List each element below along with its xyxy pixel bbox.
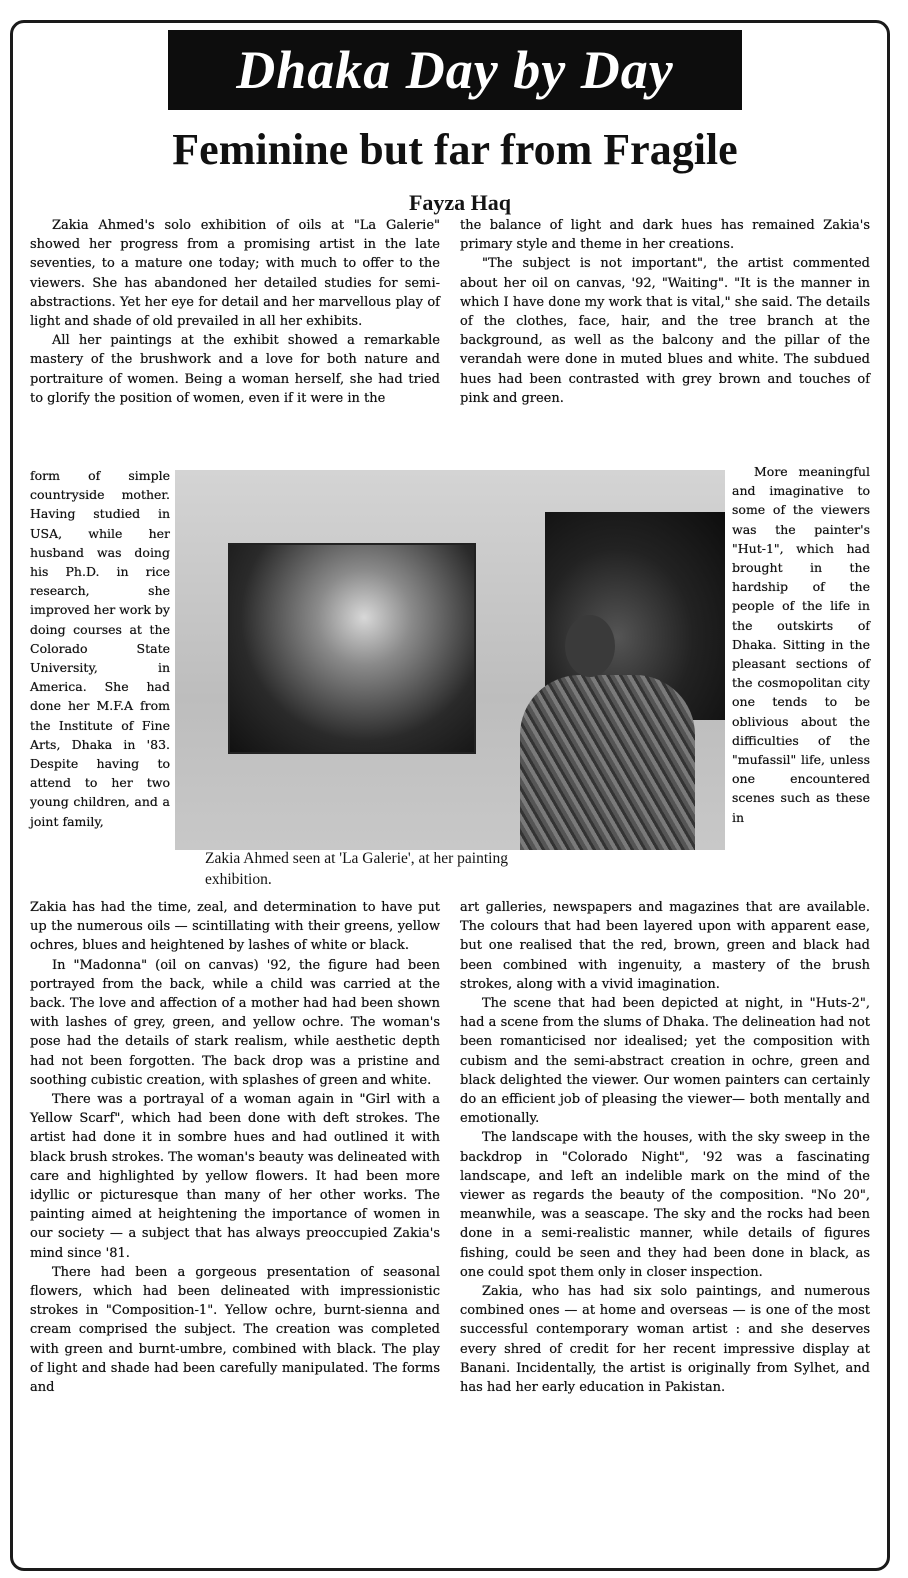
paragraph: Zakia has had the time, zeal, and determination to have put up the numerous oils — scintillating with their greens, yellow ochres, blues and heightened by lashes of white or black.: [30, 900, 440, 954]
right-column-top: [460, 216, 870, 408]
photo-caption: [205, 848, 705, 890]
paragraph: form of simple countryside mother. Having studied in USA, while her husband was doing his Ph.D. in rice research, she improved her work by doing courses at the Colorado State University, in America. She had done her M.F.A from the Institute of Fine Arts, Dhaka in '83. Despite having to attend to her two young children, and a joint family,: [30, 468, 170, 829]
caption-line: exhibition.: [205, 871, 272, 888]
artist-head: [565, 615, 615, 677]
paragraph: More meaningful and imaginative to some of the viewers was the painter's "Hut-1", which had brought in the hardship of the people of the life in the outskirts of Dhaka. Sitting in the pleasant sections of the cosmopolitan city one tends to be oblivious about the difficulties of the "mufassil" life, unless one encountered scenes such as these in: [732, 464, 870, 825]
painting-left: [228, 543, 476, 754]
left-column-bottom: [30, 898, 440, 1397]
paragraph: "The subject is not important", the artist commented about her oil on canvas, '92, "Waiting". "It is the manner in which I have done my work that is vital," she said. The details of the clothes, face, hair, and the tree branch at the background, as well as the balcony and the pillar of the verandah were done in muted blues and white. The subdued hues had been contrasted with grey brown and touches of pink and green.: [460, 256, 870, 406]
paragraph: Zakia, who has had six solo paintings, and numerous combined ones — at home and overseas — is one of the most successful contemporary woman artist : and she deserves every shred of credit for her recent impressive display at Banani. Incidentally, the artist is originally from Sylhet, and has had her early education in Pakistan.: [460, 1284, 870, 1396]
paragraph: the balance of light and dark hues has remained Zakia's primary style and theme in her creations.: [460, 218, 870, 253]
paragraph: The landscape with the houses, with the sky sweep in the backdrop in "Colorado Night", '92 was a fascinating landscape, and left an indelible mark on the mind of the viewer as regards the beauty of the composition. "No 20", meanwhile, was a seascape. The sky and the rocks had been done in a semi-realistic manner, while details of figures fishing, could be seen and they had been done in black, as one could spot them only in closer inspection.: [460, 1130, 870, 1280]
paragraph: All her paintings at the exhibit showed a remarkable mastery of the brushwork and a love for both nature and portraiture of women. Being a woman herself, she had tried to glorify the position of women, even if it were in the: [30, 333, 440, 406]
article-headline: Feminine but far from Fragile: [172, 125, 738, 174]
caption-line: Zakia Ahmed seen at 'La Galerie', at her painting: [205, 850, 508, 867]
right-column-bottom: [460, 898, 870, 1397]
paragraph: There was a portrayal of a woman again in "Girl with a Yellow Scarf", which had been done with deft strokes. The artist had done it in sombre hues and had outlined it with black brush strokes. The woman's beauty was delineated with care and highlighted by yellow flowers. It had been more idyllic or picturesque than many of her other works. The painting aimed at heightening the importance of women in our society — a subject that has always preoccupied Zakia's mind since '81.: [30, 1092, 440, 1261]
exhibition-photo: [175, 470, 725, 850]
section-masthead: Dhaka Day by Day: [168, 30, 742, 110]
artist-figure: [520, 675, 695, 850]
paragraph: The scene that had been depicted at night, in "Huts-2", had a scene from the slums of Dhaka. The delineation had not been romanticised nor idealised; yet the composition with cubism and the semi-abstract creation in ochre, green and black delighted the viewer. Our women painters can certainly do an efficient job of pleasing the viewer— both mentally and emotionally.: [460, 996, 870, 1127]
paragraph: In "Madonna" (oil on canvas) '92, the figure had been portrayed from the back, while a child was carried at the back. The love and affection of a mother had had been shown with lashes of grey, green, and yellow ochre. The woman's pose had the details of stark realism, while aesthetic depth had not been forgotten. The back drop was a pristine and soothing cubistic creation, with splashes of green and white.: [30, 957, 440, 1088]
right-column-narrow: [732, 462, 870, 827]
left-column-narrow: [30, 466, 170, 831]
article-byline: Fayza Haq: [408, 190, 512, 215]
paragraph: Zakia Ahmed's solo exhibition of oils at "La Galerie" showed her progress from a promising artist in the late seventies, to a mature one today; with much to offer to the viewers. She has abandoned her detailed studies for semi-abstractions. Yet her eye for detail and her marvellous play of light and shade of old prevailed in all her exhibits.: [30, 218, 440, 330]
paragraph: art galleries, newspapers and magazines that are available. The colours that had been layered upon with apparent ease, but one realised that the red, brown, green and black had been combined with ingenuity, a mastery of the brush strokes, along with a vivid imagination.: [460, 900, 870, 992]
left-column-top: [30, 216, 440, 408]
paragraph: There had been a gorgeous presentation of seasonal flowers, which had been delineated with impressionistic strokes in "Composition-1". Yellow ochre, burnt-sienna and cream comprised the subject. The creation was completed with green and burnt-umbre, combined with black. The play of light and shade had been carefully manipulated. The forms and: [30, 1264, 440, 1396]
